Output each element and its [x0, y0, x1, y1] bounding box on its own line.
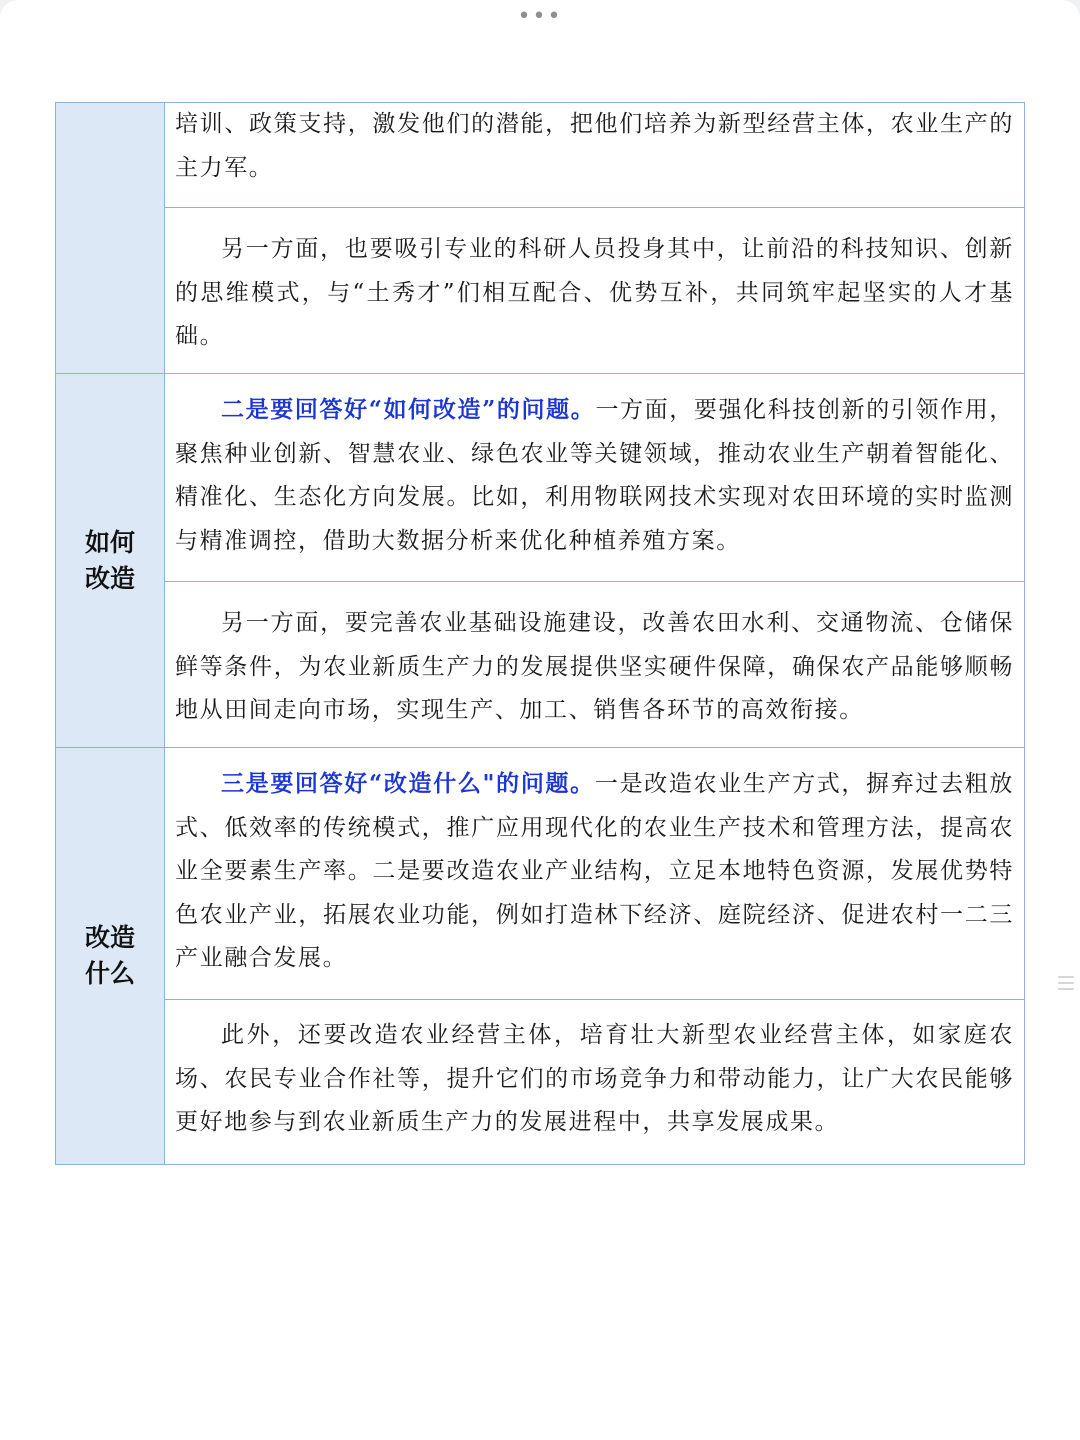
row-label-text: 改造 什么	[84, 923, 135, 988]
highlight-heading: 二是要回答好“如何改造”的问题。	[221, 396, 596, 423]
table-row	[56, 582, 1025, 748]
table-row	[56, 374, 1025, 582]
table-row	[56, 103, 1025, 208]
paragraph: 此外，还要改造农业经营主体，培育壮大新型农业经营主体，如家庭农场、农民专业合作社等，提升它们的市场竞争力和带动能力，让广大农民能够更好地参与到农业新质生产力的发展进程中，共享发展成果。	[175, 1022, 1014, 1135]
table-cell	[165, 208, 1025, 374]
more-dots-icon[interactable]: •••	[517, 4, 563, 29]
table-row	[56, 748, 1025, 1000]
paragraph: 另一方面，要完善农业基础设施建设，改善农田水利、交通物流、仓储保鲜等条件，为农业新质生产力的发展提供坚实硬件保障，确保农产品能够顺畅地从田间走向市场，实现生产、加工、销售各环节的高效衔接。	[175, 610, 1014, 723]
row-label-what-to-reform	[56, 748, 165, 1165]
row-label	[56, 103, 165, 374]
table-row	[56, 208, 1025, 374]
paragraph-body: 一方面，要强化科技创新的引领作用，聚焦种业创新、智慧农业、绿色农业等关键领域，推动农业生产朝着智能化、精准化、生态化方向发展。比如，利用物联网技术实现对农田环境的实时监测与精准调控，借助大数据分析来优化种植养殖方案。	[175, 397, 1015, 554]
paragraph: 培训、政策支持，激发他们的潜能，把他们培养为新型经营主体，农业生产的主力军。	[175, 111, 1014, 181]
table-cell	[165, 582, 1025, 748]
paragraph	[175, 374, 1014, 563]
highlight-heading: 三是要回答好“改造什么"的问题。	[221, 770, 595, 797]
row-label-how-to-reform	[56, 374, 165, 748]
table-cell	[165, 1000, 1025, 1165]
table-row	[56, 1000, 1025, 1165]
drag-handle-icon[interactable]	[1058, 976, 1074, 990]
paragraph	[175, 748, 1014, 981]
table-cell	[165, 748, 1025, 1000]
row-label-text: 如何 改造	[84, 527, 135, 593]
table-cell	[165, 103, 1025, 208]
table-cell	[165, 374, 1025, 582]
content-table	[55, 102, 1025, 1165]
paragraph-body: 一是改造农业生产方式，摒弃过去粗放式、低效率的传统模式，推广应用现代化的农业生产技术和管理方法，提高农业全要素生产率。二是要改造农业产业结构，立足本地特色资源，发展优势特色农业产业，拓展农业功能，例如打造林下经济、庭院经济、促进农村一二三产业融合发展。	[175, 771, 1015, 971]
paragraph: 另一方面，也要吸引专业的科研人员投身其中，让前沿的科技知识、创新的思维模式，与“土秀才”们相互配合、优势互补，共同筑牢起坚实的人才基础。	[175, 236, 1014, 349]
